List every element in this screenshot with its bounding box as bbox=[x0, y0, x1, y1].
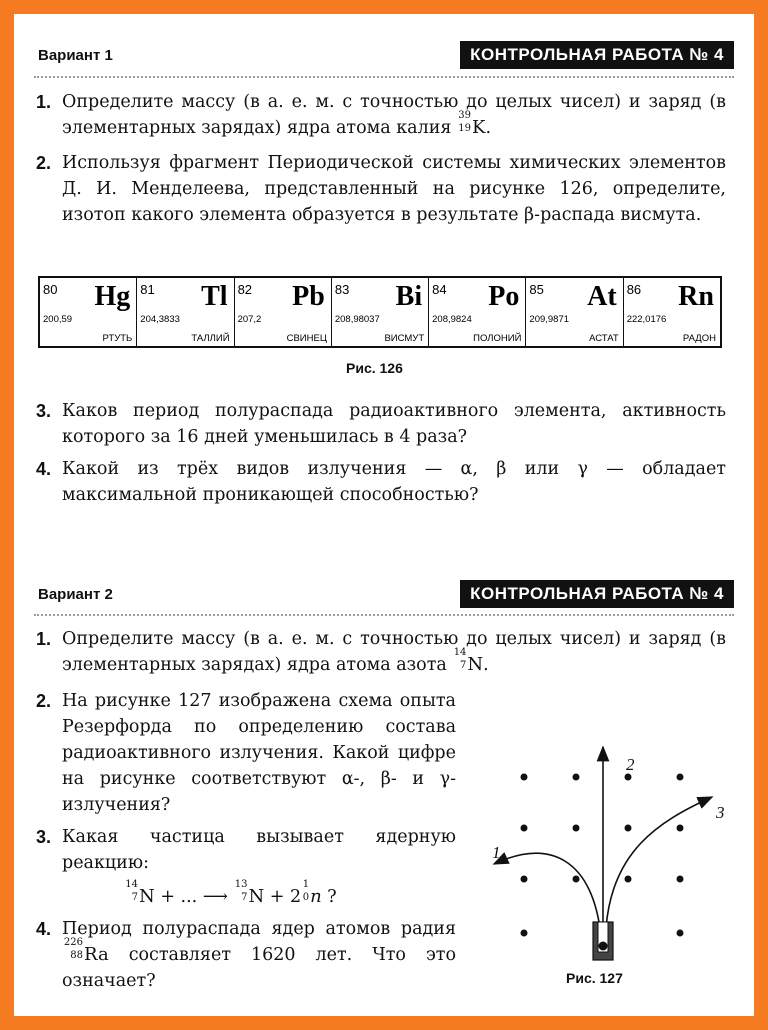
question-number: 2. bbox=[36, 691, 52, 711]
v2-question-4: 4. Период полураспада ядер атомов радия 226 88 Ra составляет 1620 лет. Что это означает? bbox=[36, 916, 456, 994]
v2-question-1: 1. Определите массу (в а. е. м. с точностью до целых чисел) и заряд (в элементарных зарядах) ядра атома азота 14 7 N. bbox=[36, 626, 726, 678]
atomic-mass: 204,3833 bbox=[140, 314, 180, 325]
v1-question-3 bbox=[36, 398, 726, 450]
element-name: РТУТЬ bbox=[102, 333, 133, 344]
test-title-banner-1: КОНТРОЛЬНАЯ РАБОТА № 4 bbox=[460, 41, 734, 69]
atomic-mass: 208,9824 bbox=[432, 314, 472, 325]
path-label-1: 1 bbox=[492, 843, 501, 862]
element-cell bbox=[526, 278, 623, 346]
atomic-mass: 209,9871 bbox=[529, 314, 570, 325]
question-text: На рисунке 127 изображена схема опыта Резерфорда по определению состава радиоактивного излучения. Какой цифре на рисунке соответствуют α-, β- и γ-излучения? bbox=[62, 691, 456, 815]
atomic-number: 85 bbox=[529, 282, 544, 297]
question-text: Определите массу (в а. е. м. с точностью до целых чисел) и заряд (в элементарных зарядах) ядра атома азота bbox=[62, 629, 726, 675]
element-cell bbox=[624, 278, 720, 346]
nuclear-reaction-formula: 14 7 N + ... ⟶ 13 7 N + 2 1 0 n ? bbox=[125, 879, 337, 907]
element-symbol: Bi bbox=[395, 281, 423, 312]
question-number: 1. bbox=[36, 629, 52, 649]
atomic-mass: 207,2 bbox=[237, 314, 262, 325]
variant-1-label: Вариант 1 bbox=[38, 47, 113, 64]
v1-question-1: 1. Определите массу (в а. е. м. с точностью до целых чисел) и заряд (в элементарных зарядах) ядра атома калия 39 19 K. bbox=[36, 89, 726, 141]
figure-caption: Рис. 126 bbox=[346, 360, 403, 376]
divider bbox=[34, 614, 734, 616]
element-cell bbox=[235, 278, 332, 346]
v1-question-2 bbox=[36, 150, 726, 228]
variant-2-label: Вариант 2 bbox=[38, 586, 113, 603]
question-number: 4. bbox=[36, 919, 52, 939]
worksheet-page bbox=[14, 14, 754, 1016]
divider bbox=[34, 76, 734, 78]
question-text: Используя фрагмент Периодической системы химических элементов Д. И. Менделеева, представленный на рисунке 126, определите, изотоп какого элемента образуется в результате β-распада висмута. bbox=[62, 153, 726, 225]
element-cell bbox=[137, 278, 234, 346]
lead-container bbox=[593, 922, 613, 960]
atomic-mass: 222,0176 bbox=[626, 314, 667, 325]
question-text: Какой из трёх видов излучения — α, β или γ — обладает максимальной проникающей способностью? bbox=[62, 459, 726, 505]
element-symbol: Rn bbox=[678, 281, 714, 312]
element-symbol: Tl bbox=[201, 281, 228, 312]
question-number: 3. bbox=[36, 827, 52, 847]
element-cell bbox=[429, 278, 526, 346]
test-title-banner-2: КОНТРОЛЬНАЯ РАБОТА № 4 bbox=[460, 580, 734, 608]
element-name: РАДОН bbox=[682, 333, 716, 344]
v2-question-2 bbox=[36, 688, 456, 818]
element-name: АСТАТ bbox=[589, 333, 619, 344]
question-number: 1. bbox=[36, 92, 52, 112]
atomic-mass: 200,59 bbox=[43, 314, 73, 325]
element-name: ТАЛЛИЙ bbox=[191, 333, 230, 344]
question-number: 4. bbox=[36, 459, 52, 479]
element-symbol: At bbox=[587, 281, 617, 312]
element-symbol: Pb bbox=[292, 281, 325, 312]
element-symbol: Po bbox=[488, 281, 520, 312]
atomic-number: 83 bbox=[334, 282, 350, 297]
question-number: 3. bbox=[36, 401, 52, 421]
element-name: ВИСМУТ bbox=[384, 333, 425, 344]
question-text: Определите массу (в а. е. м. с точностью до целых чисел) и заряд (в элементарных зарядах) ядра атома калия bbox=[62, 92, 726, 138]
nuclide-notation: 14 7 bbox=[453, 647, 467, 671]
atomic-number: 86 bbox=[626, 282, 642, 297]
atomic-number: 82 bbox=[237, 282, 253, 297]
path-label-3: 3 bbox=[716, 803, 725, 822]
magnetic-field-dots bbox=[521, 774, 684, 937]
element-cell bbox=[332, 278, 429, 346]
element-name: СВИНЕЦ bbox=[286, 333, 327, 344]
element-symbol: Hg bbox=[94, 281, 131, 312]
rutherford-experiment-figure bbox=[462, 742, 732, 982]
nuclide-notation: 39 19 bbox=[458, 110, 471, 134]
atomic-mass: 208,98037 bbox=[334, 314, 380, 325]
question-text: Какая частица вызывает ядерную реакцию: bbox=[62, 827, 456, 873]
figure-caption: Рис. 127 bbox=[566, 970, 623, 986]
periodic-table-fragment bbox=[38, 276, 722, 348]
v2-question-3 bbox=[36, 824, 456, 876]
atomic-number: 84 bbox=[432, 282, 447, 297]
question-text: Период полураспада ядер атомов радия bbox=[62, 919, 456, 939]
atomic-number: 80 bbox=[43, 282, 58, 297]
question-number: 2. bbox=[36, 153, 52, 173]
element-cell bbox=[40, 278, 137, 346]
atomic-number: 81 bbox=[140, 282, 155, 297]
element-name: ПОЛОНИЙ bbox=[473, 333, 522, 344]
question-text: Каков период полураспада радиоактивного элемента, активность которого за 16 дней уменьшилась в 4 раза? bbox=[62, 401, 726, 447]
v1-question-4 bbox=[36, 456, 726, 508]
nuclide-notation: 226 88 bbox=[63, 937, 83, 961]
path-label-2: 2 bbox=[626, 755, 635, 774]
